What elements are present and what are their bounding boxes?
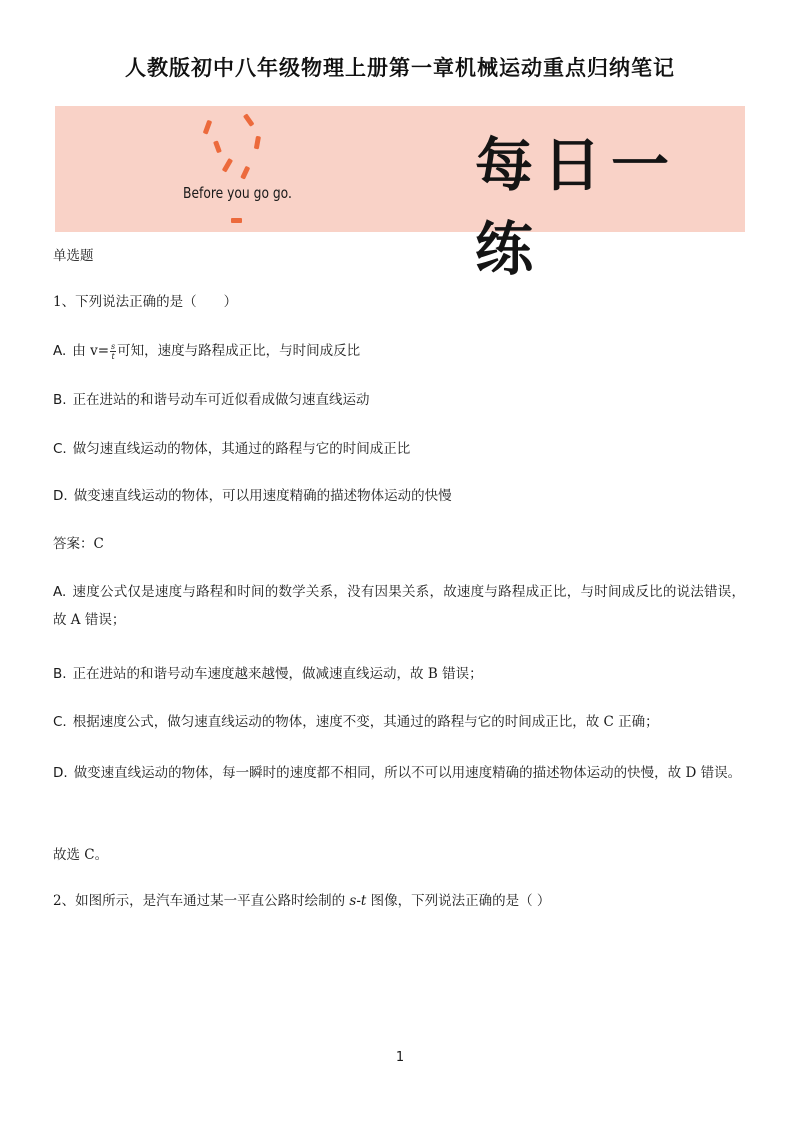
explanation-a [53,578,745,634]
option-label: A. [53,343,67,359]
option-text: 可知，速度与路程成正比，与时间成反比 [117,343,361,359]
confetti-piece [240,166,250,180]
velocity-fraction [110,342,116,361]
question-1-option-d [53,486,452,506]
page-number: 1 [395,1050,405,1065]
banner-motto: 每日一练 [475,131,680,283]
question-1-option-a [53,341,360,361]
explanation-b [53,664,483,684]
question-1-stem: 1、下列说法正确的是（ ） [53,294,238,310]
option-label: B. [53,392,67,408]
document-title: 人教版初中八年级物理上册第一章机械运动重点归纳笔记 [125,56,675,80]
question-1-answer: 答案：C [53,536,104,552]
question-1-option-c [53,439,410,459]
option-label: A. [53,584,67,600]
stem-text: 图像，下列说法正确的是（ ） [366,893,551,909]
option-text: 正在进站的和谐号动车可近似看成做匀速直线运动 [72,392,370,408]
section-heading: 单选题 [53,248,94,264]
option-label: C. [53,441,67,457]
confetti-piece [231,218,242,223]
fraction-denominator: t [111,352,115,361]
explanation-d [53,759,745,787]
explanation-c [53,712,659,732]
confetti-piece [222,158,233,173]
option-label: D. [53,488,68,504]
confetti-piece [203,120,212,135]
explanation-text: 正在进站的和谐号动车速度越来越慢，做减速直线运动，故 B 错误； [72,666,483,682]
fraction-numerator: s [111,342,116,351]
st-symbol: s-t [349,893,367,909]
option-label: B. [53,666,67,682]
stem-text: 2、如图所示，是汽车通过某一平直公路时绘制的 [53,893,350,909]
option-label: D. [53,765,68,781]
explanation-text: 根据速度公式，做匀速直线运动的物体，速度不变，其通过的路程与它的时间成正比，故 C 正确； [72,714,659,730]
confetti-piece [243,113,255,127]
explanation-text: 做变速直线运动的物体，每一瞬时的速度都不相同，所以不可以用速度精确的描述物体运动的快慢，故 D 错误。 [73,765,742,781]
explanation-text: 速度公式仅是速度与路程和时间的数学关系，没有因果关系，故速度与路程成正比，与时间成反比的说法错误，故 A 错误； [53,584,745,628]
confetti-piece [213,140,222,153]
question-1-option-b [53,390,370,410]
confetti-piece [254,136,261,150]
option-text: 做匀速直线运动的物体，其通过的路程与它的时间成正比 [72,441,411,457]
question-2-stem [53,891,550,911]
option-text: 做变速直线运动的物体，可以用速度精确的描述物体运动的快慢 [73,488,452,504]
option-text: 由 v= [72,343,110,359]
banner-tagline: Before you go go. [183,184,292,202]
question-1-conclusion: 故选 C。 [53,847,109,863]
option-label: C. [53,714,67,730]
